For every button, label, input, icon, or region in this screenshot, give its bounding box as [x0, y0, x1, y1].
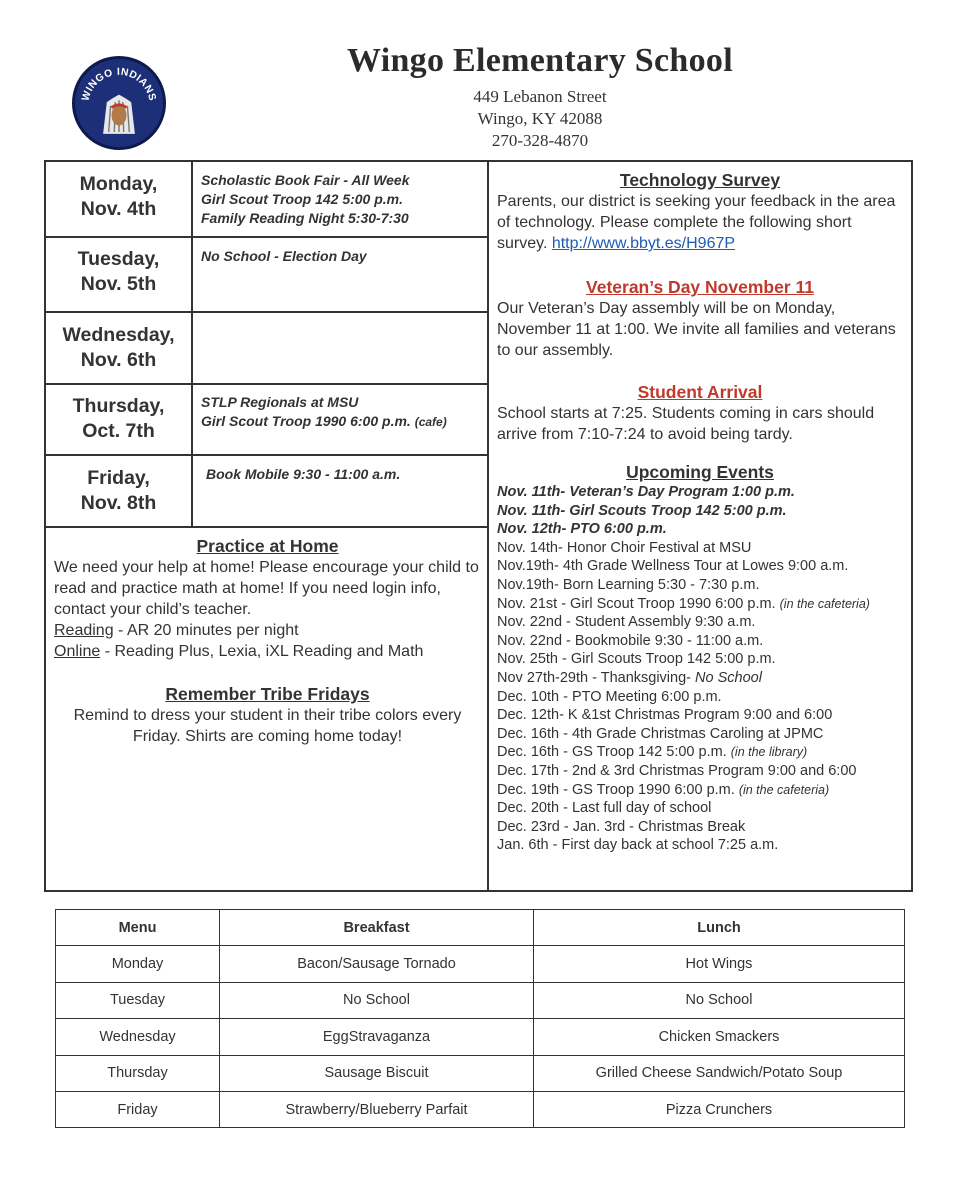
event-list-item — [497, 762, 903, 781]
event-text: Jan. 6th - First day back at school 7:25 a.m. — [497, 837, 779, 854]
tech-body — [497, 191, 903, 254]
event-item: Scholastic Book Fair - All Week — [201, 172, 410, 188]
event-list-item — [497, 650, 903, 669]
day-events — [201, 393, 486, 432]
menu-day: Tuesday — [56, 982, 220, 1018]
online-label: Online — [54, 643, 101, 660]
table-row — [56, 946, 905, 982]
right-column — [491, 162, 911, 890]
event-note: (in the cafeteria) — [779, 596, 870, 611]
menu-breakfast: No School — [220, 982, 534, 1018]
veterans-title: Veteran’s Day November 11 — [586, 277, 814, 297]
tech-text: Parents, our district is seeking your feedback in the area of technology. Please complete the following short survey. — [497, 193, 896, 252]
day-label — [46, 313, 193, 383]
letterhead — [330, 42, 750, 152]
day-row-thursday — [46, 385, 489, 456]
day-date: Oct. 7th — [82, 420, 155, 442]
online-text: - Reading Plus, Lexia, iXL Reading and Math — [100, 643, 424, 660]
day-label — [46, 385, 193, 454]
day-name: Wednesday, — [62, 324, 175, 346]
menu-breakfast: Strawberry/Blueberry Parfait — [220, 1091, 534, 1127]
menu-col-header: Breakfast — [220, 910, 534, 946]
day-date: Nov. 5th — [80, 273, 157, 295]
event-note: (cafe) — [414, 415, 447, 429]
menu-col-header: Menu — [56, 910, 220, 946]
address-city: Wingo, KY 42088 — [477, 109, 603, 128]
event-text: Dec. 10th - PTO Meeting 6:00 p.m. — [497, 688, 722, 705]
event-text: Dec. 19th - GS Troop 1990 6:00 p.m. — [497, 781, 739, 798]
event-text: Nov. 11th- Veteran’s Day Program 1:00 p.m. — [497, 484, 795, 500]
practice-online — [54, 641, 481, 662]
event-text: Nov.19th- Born Learning 5:30 - 7:30 p.m. — [497, 576, 760, 593]
event-list-item — [497, 781, 903, 800]
event-list-item — [497, 836, 903, 855]
day-date: Nov. 6th — [80, 349, 157, 371]
newsletter-body — [44, 160, 913, 892]
day-name: Thursday, — [72, 395, 165, 417]
event-text: Dec. 17th - 2nd & 3rd Christmas Program 9:00 and 6:00 — [497, 762, 857, 779]
left-column — [46, 162, 489, 890]
reading-label: Reading — [54, 622, 114, 639]
event-list-item — [497, 595, 903, 614]
event-text: Nov. 22nd - Bookmobile 9:30 - 11:00 a.m. — [497, 632, 764, 649]
upcoming-events-list — [497, 483, 903, 855]
practice-title: Practice at Home — [196, 536, 339, 556]
tribe-body: Remind to dress your student in their tribe colors every Friday. Shirts are coming home today! — [73, 707, 462, 745]
event-text: Nov. 22nd - Student Assembly 9:30 a.m. — [497, 614, 756, 631]
day-row-monday — [46, 162, 489, 238]
day-name: Monday, — [79, 173, 158, 195]
veterans-body: Our Veteran’s Day assembly will be on Monday, November 11 at 1:00. We invite all families and veterans to our assembly. — [497, 300, 896, 359]
menu-lunch: Pizza Crunchers — [534, 1091, 905, 1127]
menu-day: Friday — [56, 1091, 220, 1127]
day-label — [46, 162, 193, 236]
event-list-item — [497, 613, 903, 632]
arrival-body: School starts at 7:25. Students coming in cars should arrive from 7:10-7:24 to avoid being tardy. — [497, 405, 875, 443]
event-list-item — [497, 725, 903, 744]
event-item — [201, 412, 486, 432]
day-name: Tuesday, — [77, 248, 160, 270]
event-text: Dec. 16th - GS Troop 142 5:00 p.m. — [497, 744, 731, 761]
event-list-item — [497, 576, 903, 595]
table-row — [56, 1019, 905, 1055]
event-text: Nov.19th- 4th Grade Wellness Tour at Lowes 9:00 a.m. — [497, 558, 849, 575]
day-events — [206, 465, 491, 484]
logo-text: WINGO INDIANS — [80, 66, 158, 103]
menu-day: Thursday — [56, 1055, 220, 1091]
menu-breakfast: EggStravaganza — [220, 1019, 534, 1055]
event-list-item — [497, 799, 903, 818]
event-list-item — [497, 632, 903, 651]
day-date: Nov. 4th — [80, 198, 157, 220]
event-list-item — [497, 818, 903, 837]
menu-day: Monday — [56, 946, 220, 982]
day-label — [46, 238, 193, 311]
left-notes — [46, 528, 489, 747]
address-street: 449 Lebanon Street — [473, 87, 607, 106]
menu-breakfast: Bacon/Sausage Tornado — [220, 946, 534, 982]
day-date: Nov. 8th — [80, 492, 157, 514]
event-note: (in the cafeteria) — [738, 782, 830, 797]
event-text: Dec. 12th- K &1st Christmas Program 9:00 and 6:00 — [497, 707, 833, 724]
day-row-wednesday — [46, 313, 489, 385]
tech-title: Technology Survey — [619, 170, 781, 190]
upcoming-title: Upcoming Events — [626, 462, 774, 482]
arrival-title: Student Arrival — [637, 382, 763, 402]
menu-day: Wednesday — [56, 1019, 220, 1055]
event-note: (in the library) — [730, 745, 808, 760]
event-text: Dec. 23rd - Jan. 3rd - Christmas Break — [497, 818, 746, 835]
event-text: Nov 27th-29th - Thanksgiving- — [497, 669, 696, 686]
tribe-title: Remember Tribe Fridays — [165, 684, 370, 704]
menu-lunch: Hot Wings — [534, 946, 905, 982]
menu-lunch: No School — [534, 982, 905, 1018]
school-name: Wingo Elementary School — [347, 42, 733, 79]
menu-lunch: Chicken Smackers — [534, 1019, 905, 1055]
menu-lunch: Grilled Cheese Sandwich/Potato Soup — [534, 1055, 905, 1091]
menu-breakfast: Sausage Biscuit — [220, 1055, 534, 1091]
event-text: Dec. 20th - Last full day of school — [497, 800, 712, 817]
table-row — [56, 1055, 905, 1091]
event-list-item — [497, 557, 903, 576]
event-list-item — [497, 688, 903, 707]
day-row-friday — [46, 456, 489, 528]
survey-link[interactable]: http://www.bbyt.es/H967P — [551, 235, 736, 252]
practice-reading — [54, 620, 481, 641]
practice-body: We need your help at home! Please encourage your child to read and practice math at home! If you need login info, contact your child’s teacher. — [54, 559, 479, 618]
event-list-item — [497, 502, 903, 521]
day-label — [46, 456, 193, 526]
event-text: Nov. 12th- PTO 6:00 p.m. — [497, 521, 667, 538]
event-item: Girl Scout Troop 142 5:00 p.m. — [201, 191, 404, 207]
table-row — [56, 1091, 905, 1127]
event-list-item — [497, 669, 903, 688]
day-name: Friday, — [87, 467, 150, 489]
event-list-item — [497, 520, 903, 539]
event-text: Nov. 25th - Girl Scouts Troop 142 5:00 p.m. — [497, 651, 776, 668]
phone-number: 270-328-4870 — [491, 131, 589, 150]
menu-header-row — [56, 910, 905, 946]
event-list-item — [497, 539, 903, 558]
lunch-menu-table — [55, 909, 905, 1128]
event-text: Girl Scout Troop 1990 6:00 p.m. — [201, 413, 411, 429]
day-events — [201, 247, 486, 266]
event-list-item — [497, 743, 903, 762]
event-text: Nov. 11th- Girl Scouts Troop 142 5:00 p.m. — [497, 502, 787, 519]
event-item: Book Mobile 9:30 - 11:00 a.m. — [206, 466, 401, 482]
school-logo — [72, 56, 166, 150]
event-list-item — [497, 706, 903, 725]
event-item: Family Reading Night 5:30-7:30 — [201, 210, 409, 226]
event-text: Nov. 14th- Honor Choir Festival at MSU — [497, 539, 752, 556]
event-list-item — [497, 483, 903, 502]
table-row — [56, 982, 905, 1018]
day-row-tuesday — [46, 238, 489, 313]
event-item: STLP Regionals at MSU — [201, 394, 359, 410]
event-emphasis: No School — [695, 669, 762, 686]
day-events — [201, 171, 486, 228]
event-item: No School - Election Day — [201, 248, 367, 264]
event-text: Dec. 16th - 4th Grade Christmas Caroling at JPMC — [497, 725, 824, 742]
reading-text: - AR 20 minutes per night — [113, 622, 299, 639]
menu-col-header: Lunch — [534, 910, 905, 946]
event-text: Nov. 21st - Girl Scout Troop 1990 6:00 p.m. — [497, 595, 780, 612]
